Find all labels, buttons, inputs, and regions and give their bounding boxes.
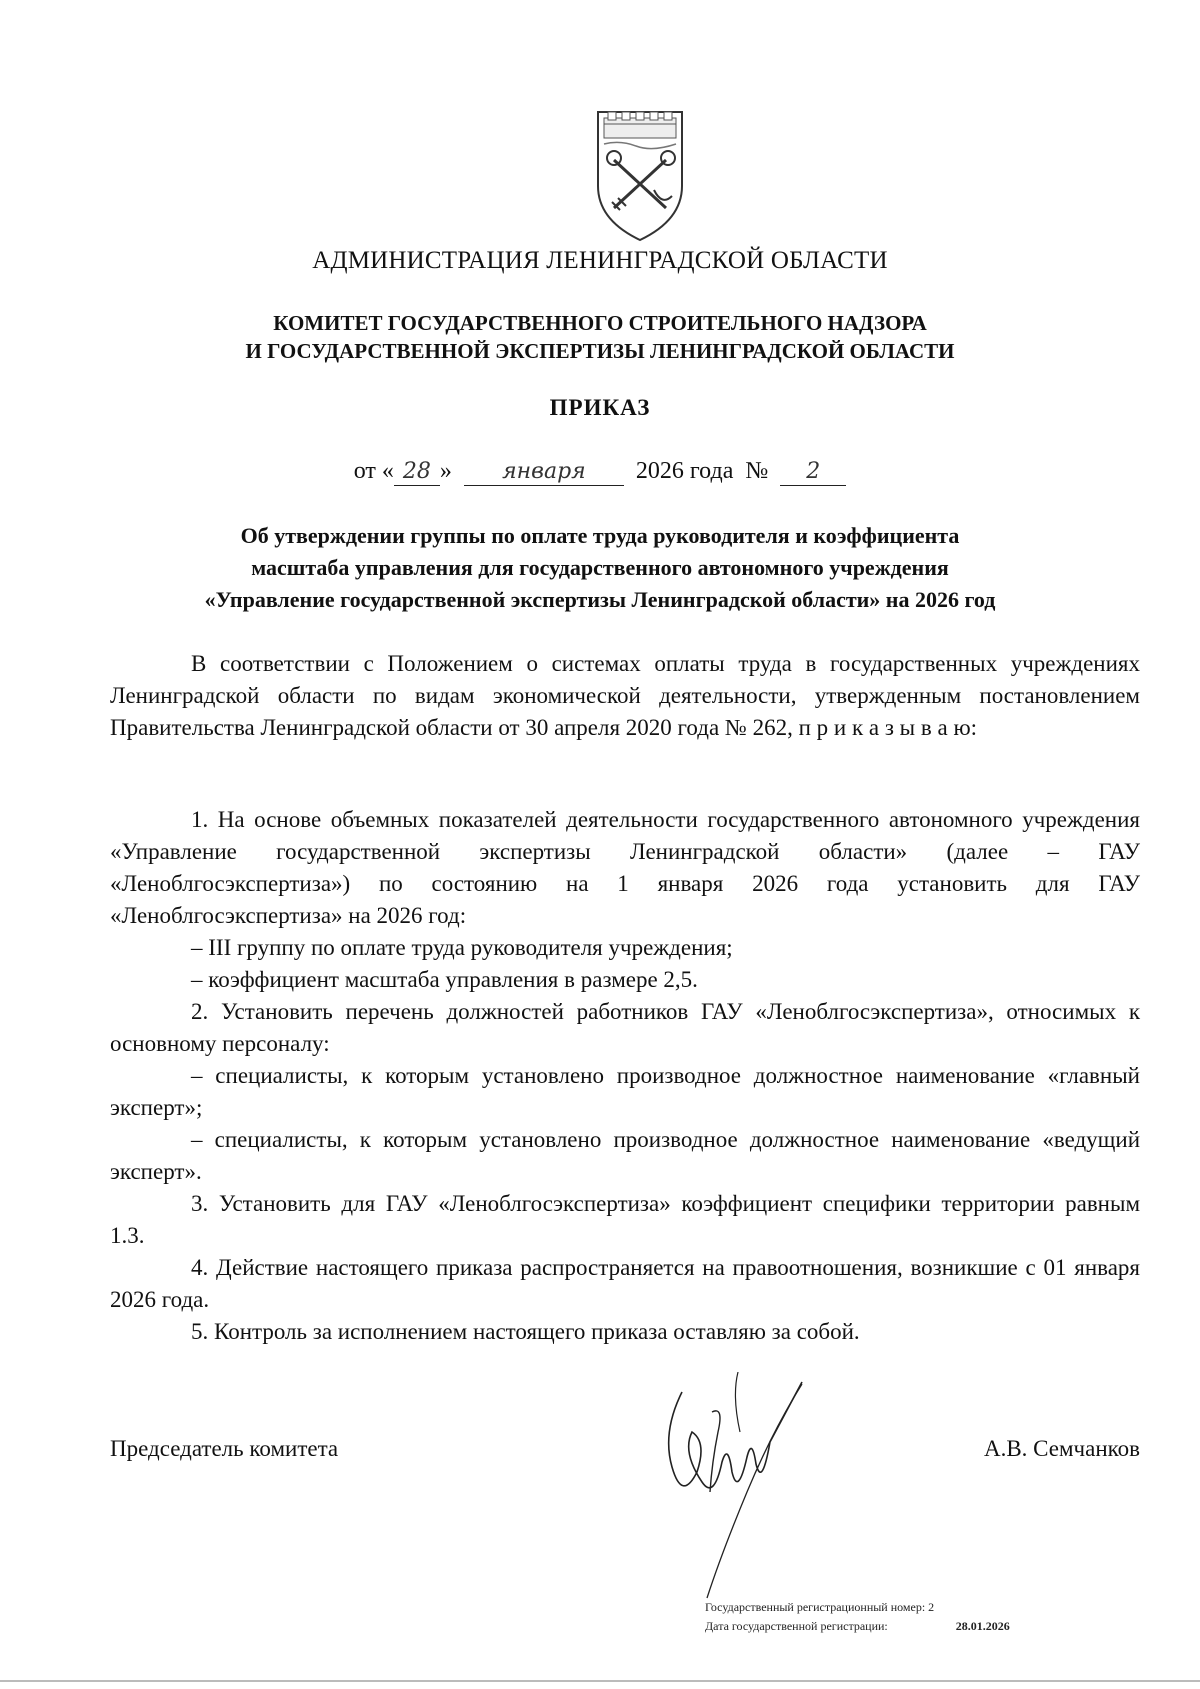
document-type: ПРИКАЗ <box>549 395 651 420</box>
item-1: 1. На основе объемных показателей деятельности государственного автономного учреждения «Управление государственной экспертизы Ленинградской области» (далее – ГАУ «Леноблгосэкспертиза») по состоянию на 1 января 2026 года установить для ГАУ «Леноблгосэкспертиза» на 2026 год: <box>110 807 1140 928</box>
order-date-line <box>0 458 1200 486</box>
preamble <box>110 648 1140 744</box>
order-items <box>110 804 1140 1348</box>
item-1-dash-1: – III группу по оплате труда руководителя учреждения; <box>191 935 733 960</box>
subject-line-1: Об утверждении группы по оплате труда руководителя и коэффициента <box>240 523 960 548</box>
handwritten-signature <box>652 1372 872 1602</box>
registration-stamp <box>705 1598 1010 1636</box>
committee-name <box>0 309 1200 365</box>
subject-line-3: «Управление государственной экспертизы Ленинградской области» на 2026 год <box>204 587 996 612</box>
registration-date-value: 28.01.2026 <box>955 1619 1010 1633</box>
date-year: 2026 года <box>635 458 734 484</box>
date-day-field: 28 <box>394 459 440 486</box>
number-sign: № <box>745 458 769 484</box>
item-2: 2. Установить перечень должностей работников ГАУ «Леноблгосэкспертиза», относимых к основному персоналу: <box>110 999 1140 1056</box>
item-2-dash-2: – специалисты, к которым установлено производное должностное наименование «ведущий эксперт». <box>110 1127 1140 1184</box>
registration-date-label: Дата государственной регистрации: <box>705 1619 888 1633</box>
item-4: 4. Действие настоящего приказа распространяется на правоотношения, возникшие с 01 января 2026 года. <box>110 1255 1140 1312</box>
item-3: 3. Установить для ГАУ «Леноблгосэкспертиза» коэффициент специфики территории равным 1.3. <box>110 1191 1140 1248</box>
preamble-paragraph: В соответствии с Положением о системах оплаты труда в государственных учреждениях Ленинградской области по видам экономической деятельности, утвержденным постановлением Правительства Ленинградской области от 30 апреля 2020 года № 262, п р и к а з ы в а ю: <box>110 651 1140 740</box>
committee-line-2: И ГОСУДАРСТВЕННОЙ ЭКСПЕРТИЗЫ ЛЕНИНГРАДСКОЙ ОБЛАСТИ <box>245 339 955 363</box>
page-bottom-divider <box>0 1680 1200 1682</box>
committee-line-1: КОМИТЕТ ГОСУДАРСТВЕННОГО СТРОИТЕЛЬНОГО НАДЗОРА <box>273 311 927 335</box>
signatory-position: Председатель комитета <box>110 1436 339 1461</box>
administration-title: АДМИНИСТРАЦИЯ ЛЕНИНГРАДСКОЙ ОБЛАСТИ <box>312 247 888 274</box>
order-number-field: 2 <box>780 459 846 486</box>
item-2-dash-1: – специалисты, к которым установлено производное должностное наименование «главный эксперт»; <box>110 1063 1140 1120</box>
subject-line-2: масштаба управления для государственного автономного учреждения <box>251 555 949 580</box>
signatory-name: А.В. Семчанков <box>983 1436 1140 1461</box>
date-prefix: от « <box>353 458 394 484</box>
registration-date-row <box>705 1617 1010 1636</box>
item-5: 5. Контроль за исполнением настоящего приказа оставляю за собой. <box>191 1319 860 1344</box>
date-quote-close: » <box>439 458 452 484</box>
item-1-dash-2: – коэффициент масштаба управления в размере 2,5. <box>191 967 698 992</box>
order-subject <box>0 520 1200 616</box>
date-month-field: января <box>464 459 624 486</box>
registration-number: Государственный регистрационный номер: 2 <box>705 1600 935 1614</box>
coat-of-arms-icon <box>590 108 690 244</box>
